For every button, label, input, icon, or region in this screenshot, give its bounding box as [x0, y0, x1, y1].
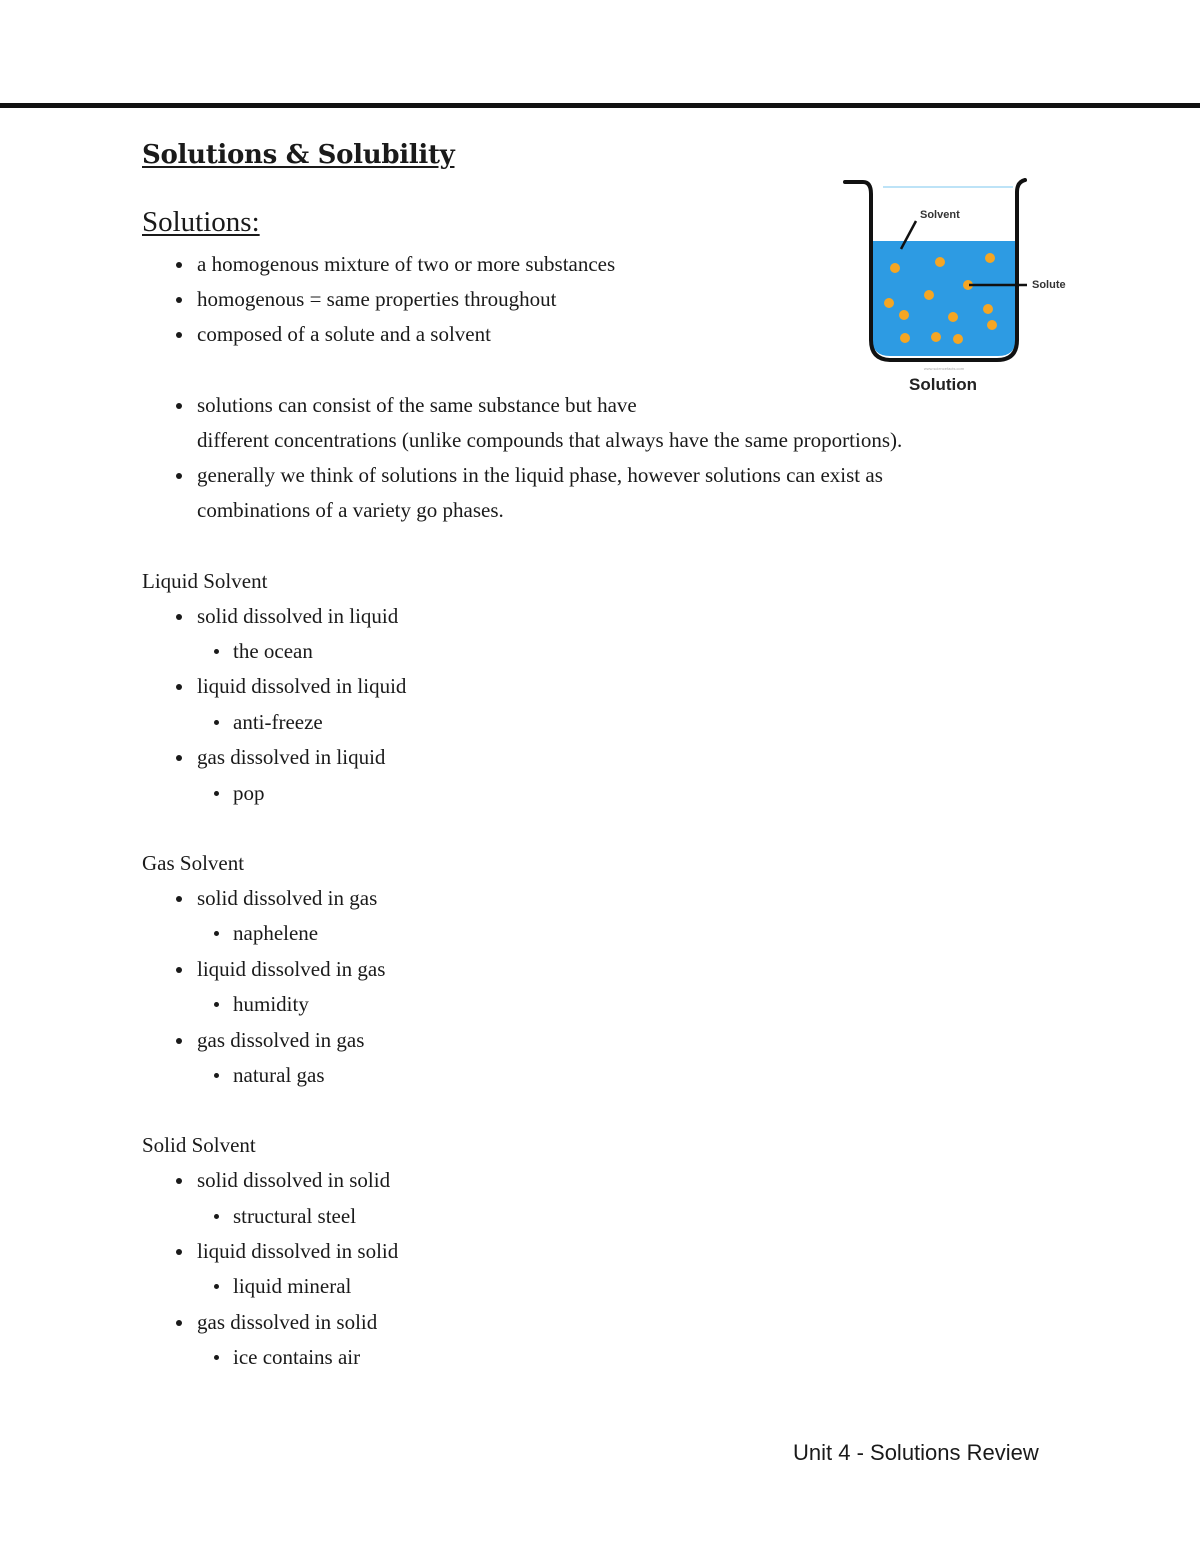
solute-particle — [890, 263, 900, 273]
solute-particle — [884, 298, 894, 308]
page-title: Solutions & Solubility — [142, 140, 455, 170]
list-item: composed of a solute and a solvent — [197, 317, 491, 352]
list-item: gas dissolved in solid — [197, 1305, 377, 1340]
solute-particle — [983, 304, 993, 314]
list-item: liquid dissolved in liquid — [197, 669, 406, 704]
list-item-line: different concentrations (unlike compounds that always have the same proportions). — [197, 428, 903, 452]
solute-particle — [987, 320, 997, 330]
list-item: a homogenous mixture of two or more substances — [197, 247, 615, 282]
list-item-example: the ocean — [233, 634, 313, 669]
page-footer: Unit 4 - Solutions Review — [793, 1440, 1039, 1465]
figure-credit: www.sciencefacts.com — [923, 366, 965, 371]
solute-particle — [948, 312, 958, 322]
solute-label: Solute — [1032, 279, 1066, 291]
list-item-example: anti-freeze — [233, 705, 323, 740]
list-item-example: structural steel — [233, 1199, 356, 1234]
list-item: liquid dissolved in solid — [197, 1234, 398, 1269]
list-item: solid dissolved in solid — [197, 1163, 390, 1198]
group-label-solid-solvent: Solid Solvent — [142, 1133, 256, 1157]
solute-particle — [924, 290, 934, 300]
solvent-label: Solvent — [920, 209, 960, 221]
list-item: gas dissolved in gas — [197, 1023, 364, 1058]
solute-particle — [953, 334, 963, 344]
list-item: homogenous = same properties throughout — [197, 282, 556, 317]
solute-particle — [931, 332, 941, 342]
header-rule — [0, 103, 1200, 108]
group-label-liquid-solvent: Liquid Solvent — [142, 569, 268, 593]
list-item-line: generally we think of solutions in the liquid phase, however solutions can exist as — [197, 463, 883, 487]
list-item — [197, 388, 902, 458]
list-item: solid dissolved in liquid — [197, 599, 398, 634]
group-label-gas-solvent: Gas Solvent — [142, 851, 245, 875]
list-item: liquid dissolved in gas — [197, 952, 385, 987]
solute-particle — [985, 253, 995, 263]
list-item-example: pop — [233, 776, 265, 811]
list-item: solid dissolved in gas — [197, 881, 377, 916]
list-item: gas dissolved in liquid — [197, 740, 385, 775]
list-item-example: natural gas — [233, 1058, 325, 1093]
list-item-line: combinations of a variety go phases. — [197, 498, 504, 522]
list-item — [197, 458, 883, 528]
list-item-line: solutions can consist of the same substance but have — [197, 393, 637, 417]
section-heading-solutions: Solutions: — [142, 206, 260, 238]
list-item-example: liquid mineral — [233, 1269, 351, 1304]
figure-caption: Solution — [909, 375, 977, 394]
beaker-figure — [835, 170, 1085, 400]
list-item-example: humidity — [233, 987, 309, 1022]
list-item-example: ice contains air — [233, 1340, 360, 1375]
solute-particle — [899, 310, 909, 320]
solute-particle — [900, 333, 910, 343]
list-item-example: naphelene — [233, 916, 318, 951]
solute-particle — [935, 257, 945, 267]
